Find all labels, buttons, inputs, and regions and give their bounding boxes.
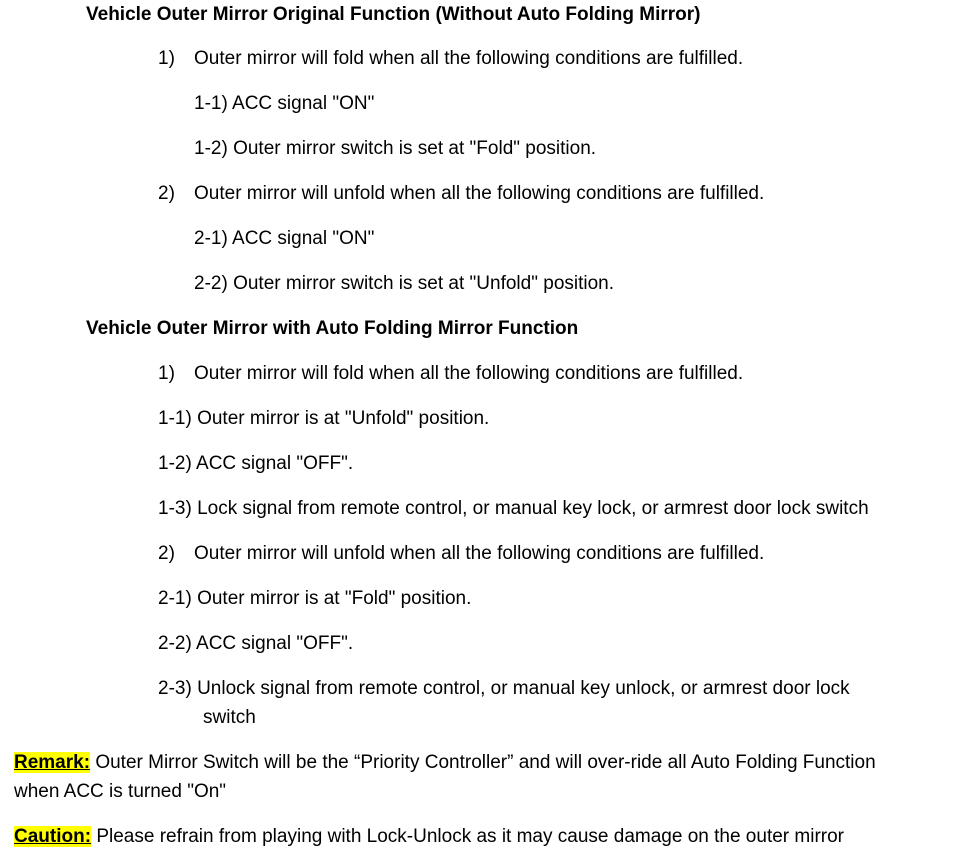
section1-item2-number: 2) [158,183,175,204]
caution-label: Caution: [14,826,92,847]
section1-item2-sub2: 2-2) Outer mirror switch is set at "Unfold" position. [194,273,615,294]
section1-item2-sub1: 2-1) ACC signal "ON" [194,228,375,249]
section1-item1-sub2: 1-2) Outer mirror switch is set at "Fold" position. [194,138,597,159]
caution-line [14,825,844,849]
section2-item2-sub1: 2-1) Outer mirror is at "Fold" position. [158,588,472,609]
section2-item1-sub3: 1-3) Lock signal from remote control, or manual key lock, or armrest door lock switch [158,498,869,519]
section1-item2-text: Outer mirror will unfold when all the following conditions are fulfilled. [194,183,765,204]
remark-line1 [14,751,876,775]
section2-item2-text: Outer mirror will unfold when all the following conditions are fulfilled. [194,543,765,564]
section1-item1-sub1: 1-1) ACC signal "ON" [194,93,375,114]
section1-item1-text: Outer mirror will fold when all the following conditions are fulfilled. [194,48,744,69]
section2-item1-sub2: 1-2) ACC signal "OFF". [158,453,354,474]
section1-title: Vehicle Outer Mirror Original Function (Without Auto Folding Mirror) [86,4,701,25]
section2-item2-number: 2) [158,543,175,564]
section2-item1-sub1: 1-1) Outer mirror is at "Unfold" position. [158,408,490,429]
remark-text: Outer Mirror Switch will be the “Priority Controller” and will over-ride all Auto Folding Function [90,752,876,773]
section1-item1 [158,47,743,71]
section2-title: Vehicle Outer Mirror with Auto Folding Mirror Function [86,318,579,339]
section1-item1-number: 1) [158,48,175,69]
section2-item2-sub3: 2-3) Unlock signal from remote control, or manual key unlock, or armrest door lock [158,678,850,699]
section2-item2-sub3-continuation: switch [203,707,256,728]
remark-label: Remark: [14,752,91,773]
caution-text: Please refrain from playing with Lock-Unlock as it may cause damage on the outer mirror [91,826,844,847]
section1-item2 [158,182,764,206]
section2-item1 [158,362,743,386]
section2-item1-number: 1) [158,363,175,384]
section2-item1-text: Outer mirror will fold when all the following conditions are fulfilled. [194,363,744,384]
remark-line2: when ACC is turned "On" [14,781,227,802]
section2-item2-sub2: 2-2) ACC signal "OFF". [158,633,354,654]
section2-item2 [158,542,764,566]
